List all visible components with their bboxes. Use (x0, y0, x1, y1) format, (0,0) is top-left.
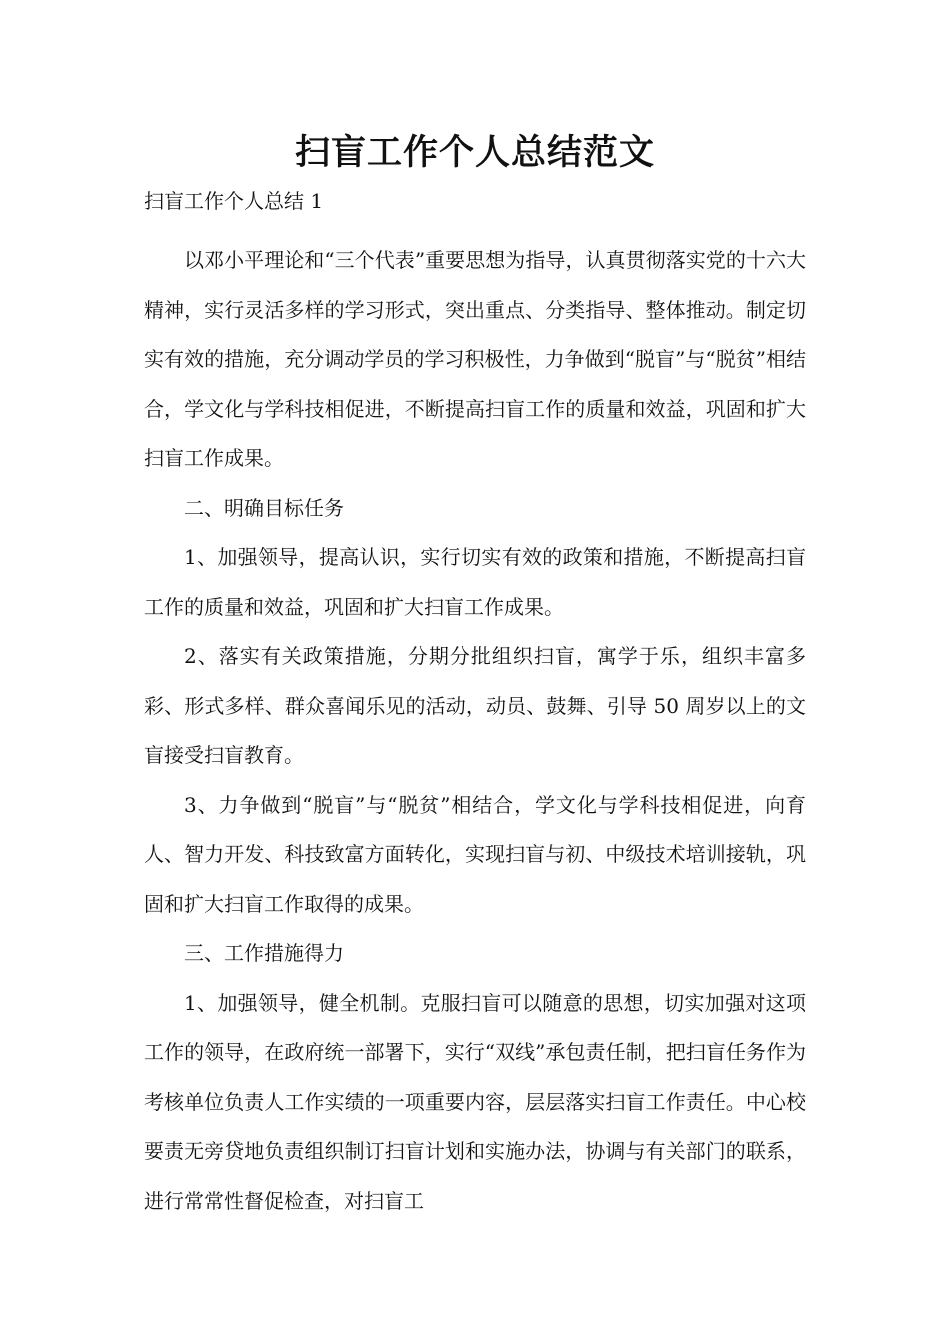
paragraph-goal-2: 2、落实有关政策措施，分期分批组织扫盲，寓学于乐，组织丰富多彩、形式多样、群众喜闻乐见的活动，动员、鼓舞、引导 50 周岁以上的文盲接受扫盲教育。 (144, 644, 806, 767)
paragraph-measure-1: 1、加强领导，健全机制。克服扫盲可以随意的思想，切实加强对这项工作的领导，在政府统一部署下，实行“双线”承包责任制，把扫盲任务作为考核单位负责人工作实绩的一项重要内容，层层落实扫盲工作责任。中心校要责无旁贷地负责组织制订扫盲计划和实施办法，协调与有关部门的联系，进行常常性督促检查，对扫盲工 (144, 990, 806, 1213)
document-title: 扫盲工作个人总结范文 (294, 133, 655, 173)
paragraph-goal-3: 3、力争做到“脱盲”与“脱贫”相结合，学文化与学科技相促进，向育人、智力开发、科技致富方面转化，实现扫盲与初、中级技术培训接轨，巩固和扩大扫盲工作取得的成果。 (144, 792, 806, 916)
section-heading-goals: 二、明确目标任务 (184, 495, 344, 520)
paragraph-goal-1: 1、加强领导，提高认识，实行切实有效的政策和措施，不断提高扫盲工作的质量和效益，巩固和扩大扫盲工作成果。 (144, 545, 806, 619)
document-subtitle: 扫盲工作个人总结 1 (144, 189, 324, 213)
document-body (144, 236, 806, 1226)
paragraph-guiding-principle: 以邓小平理论和“三个代表”重要思想为指导，认真贯彻落实党的十六大精神，实行灵活多样的学习形式，突出重点、分类指导、整体推动。制定切实有效的措施，充分调动学员的学习积极性，力争做到“脱盲”与“脱贫”相结合，学文化与学科技相促进，不断提高扫盲工作的质量和效益，巩固和扩大扫盲工作成果。 (144, 248, 806, 470)
section-heading-measures: 三、工作措施得力 (184, 941, 344, 965)
